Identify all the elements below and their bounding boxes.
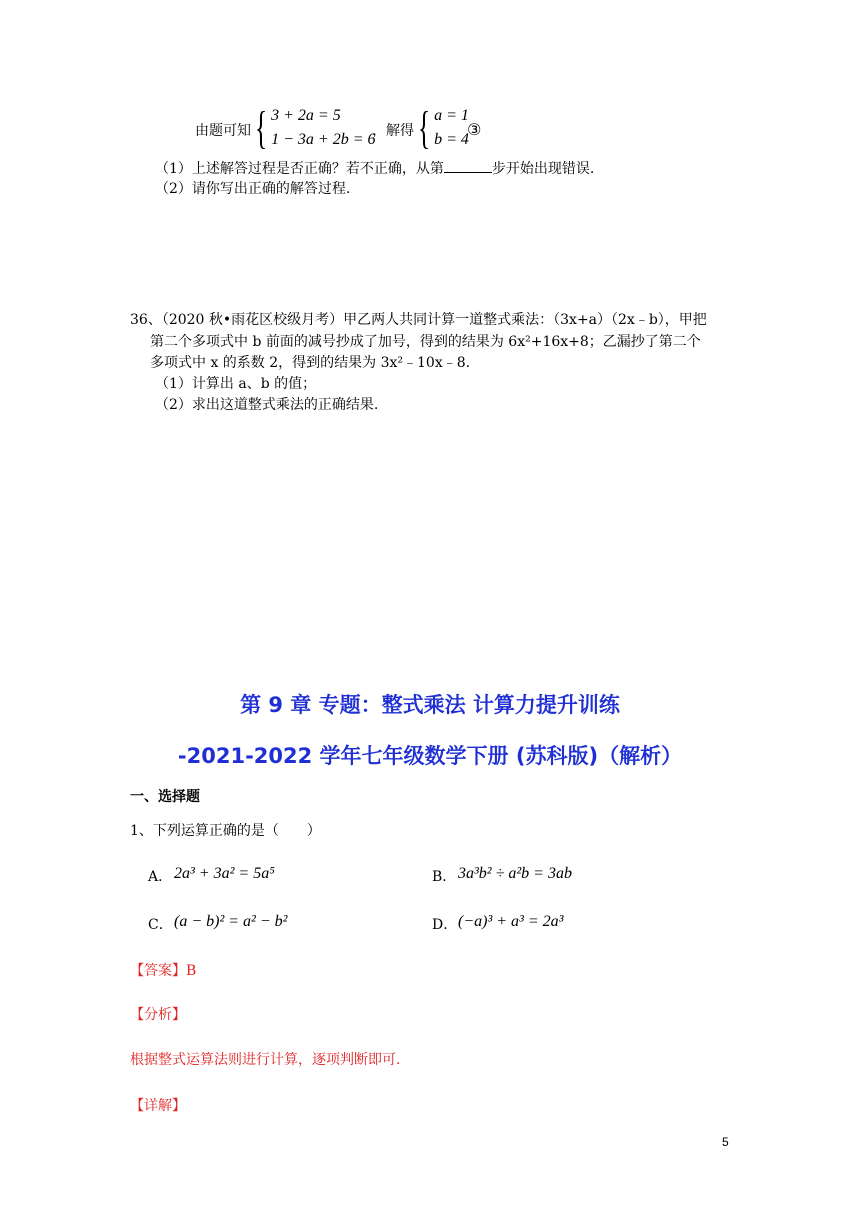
page-number: 5 <box>722 1135 729 1149</box>
equation-line: b = 4 <box>434 131 469 148</box>
option-c-expression: (a − b)² = a² − b² <box>174 913 288 930</box>
chapter-title-line1: 第 9 章 专题：整式乘法 计算力提升训练 <box>240 693 620 717</box>
q36-line3: 多项式中 x 的系数 2，得到的结果为 3x²﹣10x﹣8. <box>150 355 471 371</box>
q35-part1-text-a: （1）上述解答过程是否正确？若不正确，从第 <box>155 161 444 177</box>
q36-line2: 第二个多项式中 b 前面的减号抄成了加号，得到的结果为 6x²+16x+8；乙漏抄了第二个 <box>150 334 701 350</box>
q35-part2: （2）请你写出正确的解答过程. <box>155 181 351 197</box>
q36-line1: 36、（2020 秋•雨花区校级月考）甲乙两人共同计算一道整式乘法：（3x+a）（2x﹣b），甲把 <box>130 312 707 328</box>
analysis-text: 根据整式运算法则进行计算，逐项判断即可. <box>130 1052 401 1068</box>
left-brace: { <box>418 102 431 153</box>
q35-part1-text-b: 步开始出现错误. <box>491 161 595 177</box>
option-a-expression: 2a³ + 3a² = 5a⁵ <box>174 865 275 882</box>
left-brace: { <box>255 102 268 153</box>
option-d-expression: (−a)³ + a³ = 2a³ <box>458 913 564 930</box>
option-c-label: C． <box>148 917 173 933</box>
detail-label: 【详解】 <box>130 1098 186 1114</box>
equation-system-2 <box>418 104 469 152</box>
analysis-label: 【分析】 <box>130 1007 186 1023</box>
option-d-label: D． <box>432 917 458 933</box>
chapter-title-line2: -2021-2022 学年七年级数学下册 (苏科版)（解析） <box>177 744 683 768</box>
answer-label: 【答案】B <box>130 963 197 979</box>
q1-stem: 1、下列运算正确的是（ ） <box>130 823 321 839</box>
solve-text: ，解得 <box>372 123 414 139</box>
equation-system-1 <box>255 104 375 152</box>
equation-line: 1 − 3a + 2b = 6 <box>271 131 376 148</box>
q36-part2: （2）求出这道整式乘法的正确结果. <box>155 397 379 413</box>
option-b-label: B． <box>432 869 457 885</box>
q35-part1 <box>155 158 594 179</box>
q36-part1: （1）计算出 a、b 的值； <box>155 376 317 392</box>
option-b-expression: 3a³b² ÷ a²b = 3ab <box>458 865 572 882</box>
step-mark: ③ <box>467 120 482 139</box>
given-prefix: 由题可知 <box>195 123 251 139</box>
equation-line: 3 + 2a = 5 <box>271 107 341 124</box>
section-title: 一、选择题 <box>130 789 200 805</box>
option-a-label: A． <box>148 869 173 885</box>
equation-line: a = 1 <box>434 107 469 124</box>
answer-blank <box>444 158 492 173</box>
